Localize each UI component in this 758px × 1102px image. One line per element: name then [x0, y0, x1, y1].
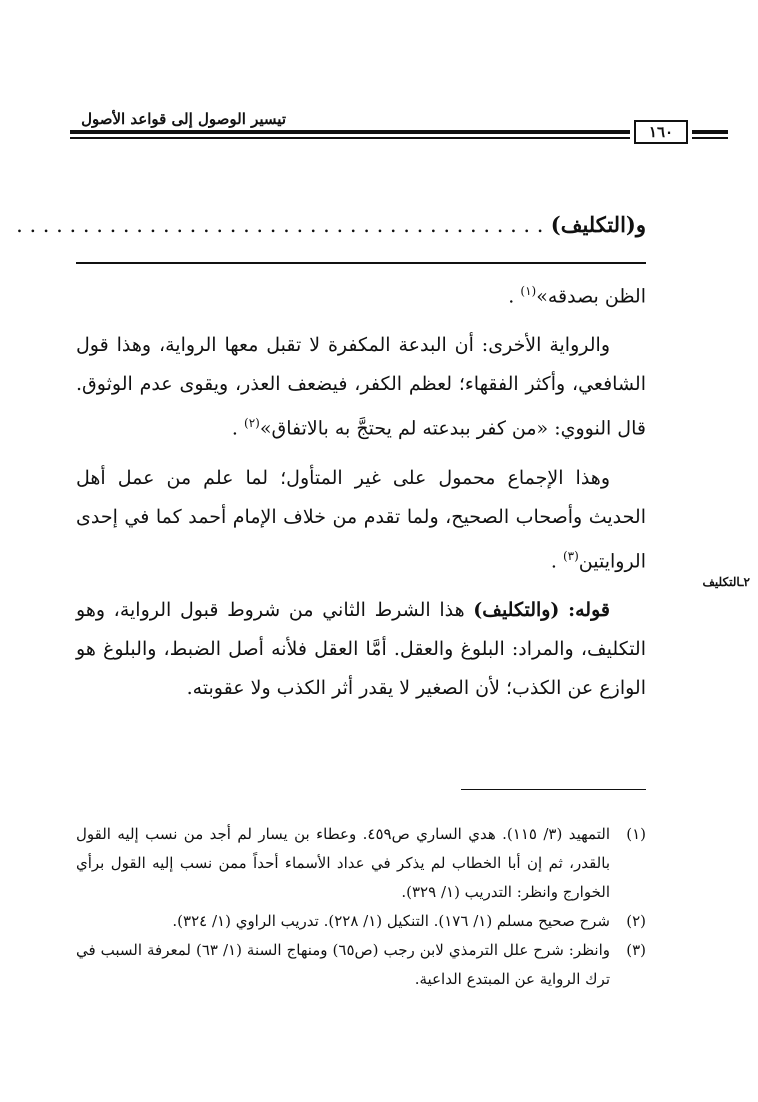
- running-header-title: تيسير الوصول إلى قواعد الأصول: [81, 110, 286, 128]
- matn-separator-rule: [76, 262, 646, 264]
- footnote-1-number: (١): [626, 825, 646, 843]
- paragraph-4-lead: قوله:: [568, 598, 610, 621]
- header-rule-left-thin: [692, 137, 728, 139]
- footnote-2: [76, 907, 646, 936]
- paragraph-1: [76, 272, 646, 316]
- footnote-1-text: التمهيد (٣/ ١١٥). هدي الساري ص٤٥٩. وعطاء بن يسار لم أجد من نسب إليه القول بالقدر، ثم إن أبا الخطاب لم يذكر في عداد الأسماء أحداً ممن نسب إليه القول برأي الخوارج وانظر: التدريب (١/ ٣٢٩).: [76, 825, 610, 901]
- footnote-1: [76, 820, 646, 907]
- footnote-separator: [461, 789, 646, 790]
- footnote-3-number: (٣): [626, 941, 646, 959]
- matn-text: و(التكليف): [550, 212, 646, 237]
- paragraph-2-end: .: [231, 417, 245, 440]
- paragraph-2-text: والرواية الأخرى: أن البدعة المكفرة لا تقبل معها الرواية، وهذا قول الشافعي، وأكثر الفقهاء؛ لعظم الكفر، فيضعف العذر، ويقوى عدم الوثوق. قال النووي: «من كفر ببدعته لم يحتجَّ به بالاتفاق»: [76, 334, 646, 440]
- header-rule-thin: [70, 137, 630, 139]
- matn-line: [16, 212, 646, 237]
- paragraph-3: [76, 459, 646, 581]
- paragraph-1-text: الظن بصدقه»: [536, 285, 646, 308]
- margin-note: ٢ـالتكليف: [702, 575, 750, 589]
- paragraph-3-end: .: [550, 549, 563, 572]
- paragraph-4-text: هذا الشرط الثاني من شروط قبول الرواية، وهو التكليف، والمراد: البلوغ والعقل. أمَّا العقل فلأنه أصل الضبط، والبلوغ هو الوازع عن الكذب؛ لأن الصغير لا يقدر أثر الكذب ولا عقوبته.: [76, 598, 646, 699]
- footnote-ref-1[interactable]: (١): [520, 284, 537, 298]
- footnote-2-text: شرح صحيح مسلم (١/ ١٧٦). التنكيل (١/ ٢٢٨). تدريب الراوي (١/ ٣٢٤).: [172, 912, 610, 930]
- footnote-3-text: وانظر: شرح علل الترمذي لابن رجب (ص٦٥) ومنهاج السنة (١/ ٦٣) لمعرفة السبب في ترك الرواية عن المبتدع الداعية.: [76, 941, 611, 988]
- matn-dots: . . . . . . . . . . . . . . . . . . . . . . . . . . . . . . . . . . . . . . . .: [16, 213, 544, 237]
- footnote-3: [76, 936, 646, 994]
- footnote-ref-3[interactable]: (٣): [562, 548, 579, 563]
- paragraph-2: [76, 326, 646, 448]
- footnote-ref-2[interactable]: (٢): [244, 416, 260, 431]
- footnotes: [76, 820, 646, 994]
- paragraph-1-end: .: [508, 285, 521, 308]
- footnote-2-number: (٢): [626, 912, 646, 930]
- header-rule-left-thick: [692, 130, 728, 134]
- body-text: [76, 272, 646, 718]
- paragraph-4: [76, 591, 646, 708]
- page-number: ١٦٠: [634, 120, 688, 144]
- header-rule-thick: [70, 130, 630, 134]
- paragraph-4-term: (والتكليف): [473, 598, 560, 621]
- paragraph-3-text: وهذا الإجماع محمول على غير المتأول؛ لما علم من عمل أهل الحديث وأصحاب الصحيح، ولما تقدم من خلاف الإمام أحمد كما في إحدى الروايتين: [76, 466, 646, 572]
